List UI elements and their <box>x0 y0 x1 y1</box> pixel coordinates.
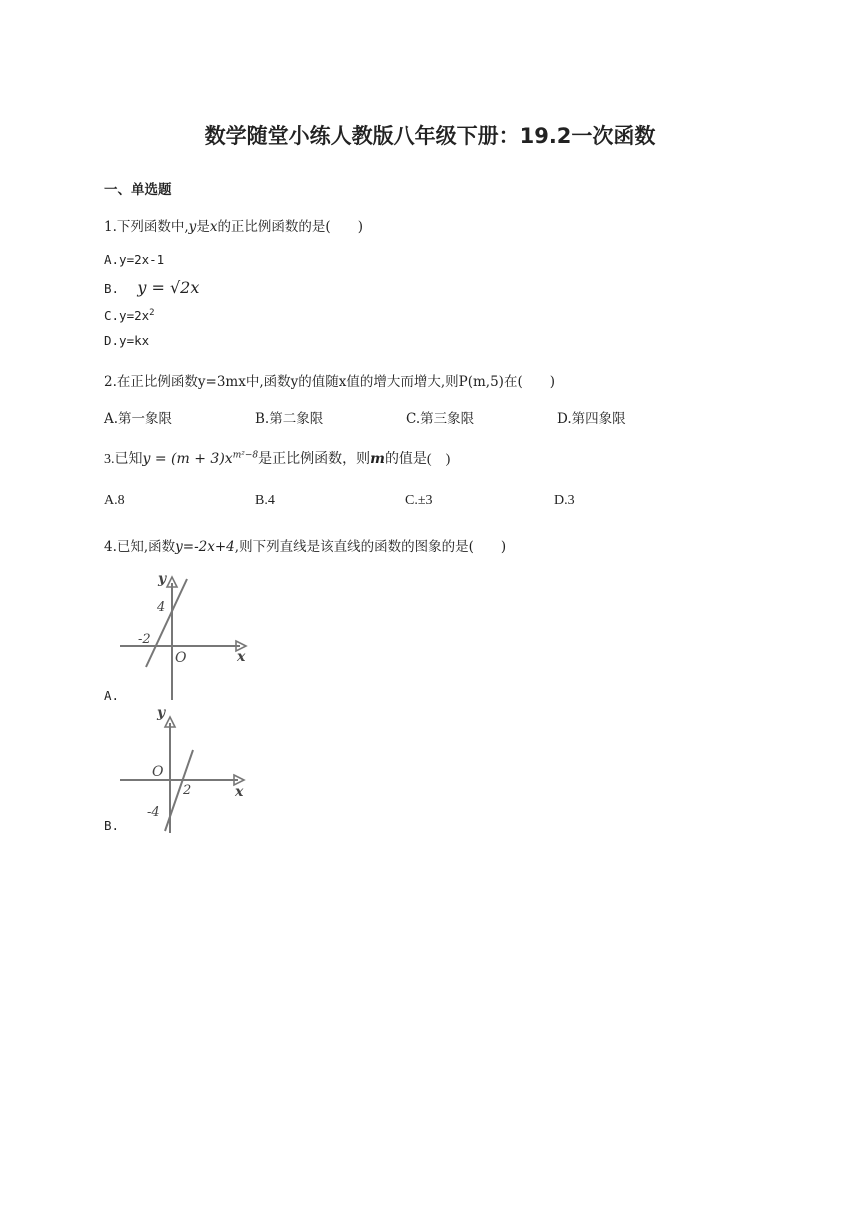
q1-option-b-label: B. <box>104 281 120 296</box>
q1-option-a[interactable]: A.y=2x-1 <box>104 252 165 267</box>
q3-formula: y = (m + 3)x <box>142 451 233 467</box>
graph-b-x-tick: 2 <box>183 783 192 798</box>
question-3 <box>104 448 450 468</box>
q3-option-d[interactable]: D.3 <box>554 493 575 508</box>
q2-option-d[interactable]: D.第四象限 <box>557 411 626 427</box>
q3-text-pre: 3.已知 <box>104 452 143 467</box>
q4-option-a-label[interactable]: A. <box>104 688 120 703</box>
page-title: 数学随堂小练人教版八年级下册：19.2一次函数 <box>204 124 656 148</box>
q2-option-a[interactable]: A.第一象限 <box>104 411 173 427</box>
q1-text-post: 的正比例函数的是( ) <box>217 219 363 235</box>
q3-exponent: m²−8 <box>232 450 259 461</box>
q4-graph-a[interactable] <box>110 565 260 705</box>
graph-b-y-tick: -4 <box>147 805 160 820</box>
graph-b-x-label: x <box>235 784 244 800</box>
graph-a-x-tick: -2 <box>138 632 151 647</box>
graph-b-y-label: y <box>157 705 166 721</box>
graph-a-origin-label: O <box>175 650 187 666</box>
q4-text-pre: 4.已知,函数 <box>104 539 176 555</box>
q1-option-c-text: C.y=2x <box>104 308 150 324</box>
q3-option-b[interactable]: B.4 <box>255 493 275 508</box>
q1-option-c[interactable] <box>104 308 155 323</box>
q2-option-b[interactable]: B.第二象限 <box>255 411 324 427</box>
graph-a-y-tick: 4 <box>157 600 166 615</box>
q1-var-y: y <box>188 219 197 235</box>
question-1 <box>104 215 363 235</box>
q1-option-b[interactable] <box>104 278 199 297</box>
q3-var-m: m <box>370 451 385 467</box>
q1-option-c-exponent: 2 <box>149 308 155 318</box>
q3-text-post: 的值是( ) <box>384 452 451 467</box>
q4-formula: y=-2x+4 <box>175 539 235 555</box>
q3-option-a[interactable]: A.8 <box>104 493 125 508</box>
graph-a-y-label: y <box>158 571 167 587</box>
q2-option-c[interactable]: C.第三象限 <box>406 411 475 427</box>
q1-option-b-formula: y = √2x <box>137 278 200 297</box>
q1-text-mid: 是 <box>196 219 210 235</box>
q4-text-post: ,则下列直线是该直线的函数的图象的是( ) <box>234 539 507 555</box>
section-heading: 一、单选题 <box>104 182 172 198</box>
q3-text-mid: 是正比例函数，则 <box>258 452 371 467</box>
q1-var-x: x <box>209 219 218 235</box>
graph-a-x-label: x <box>237 649 246 665</box>
q4-option-b-label[interactable]: B. <box>104 818 120 833</box>
q4-graph-b[interactable] <box>110 703 260 838</box>
q1-text-pre: 1.下列函数中, <box>104 219 189 235</box>
graph-b-origin-label: O <box>152 764 164 780</box>
q3-option-c[interactable]: C.±3 <box>405 493 433 508</box>
question-4 <box>104 535 506 555</box>
question-2: 2.在正比例函数y=3mx中,函数y的值随x值的增大而增大,则P(m,5)在( ) <box>104 374 555 390</box>
q1-option-d[interactable]: D.y=kx <box>104 333 150 348</box>
